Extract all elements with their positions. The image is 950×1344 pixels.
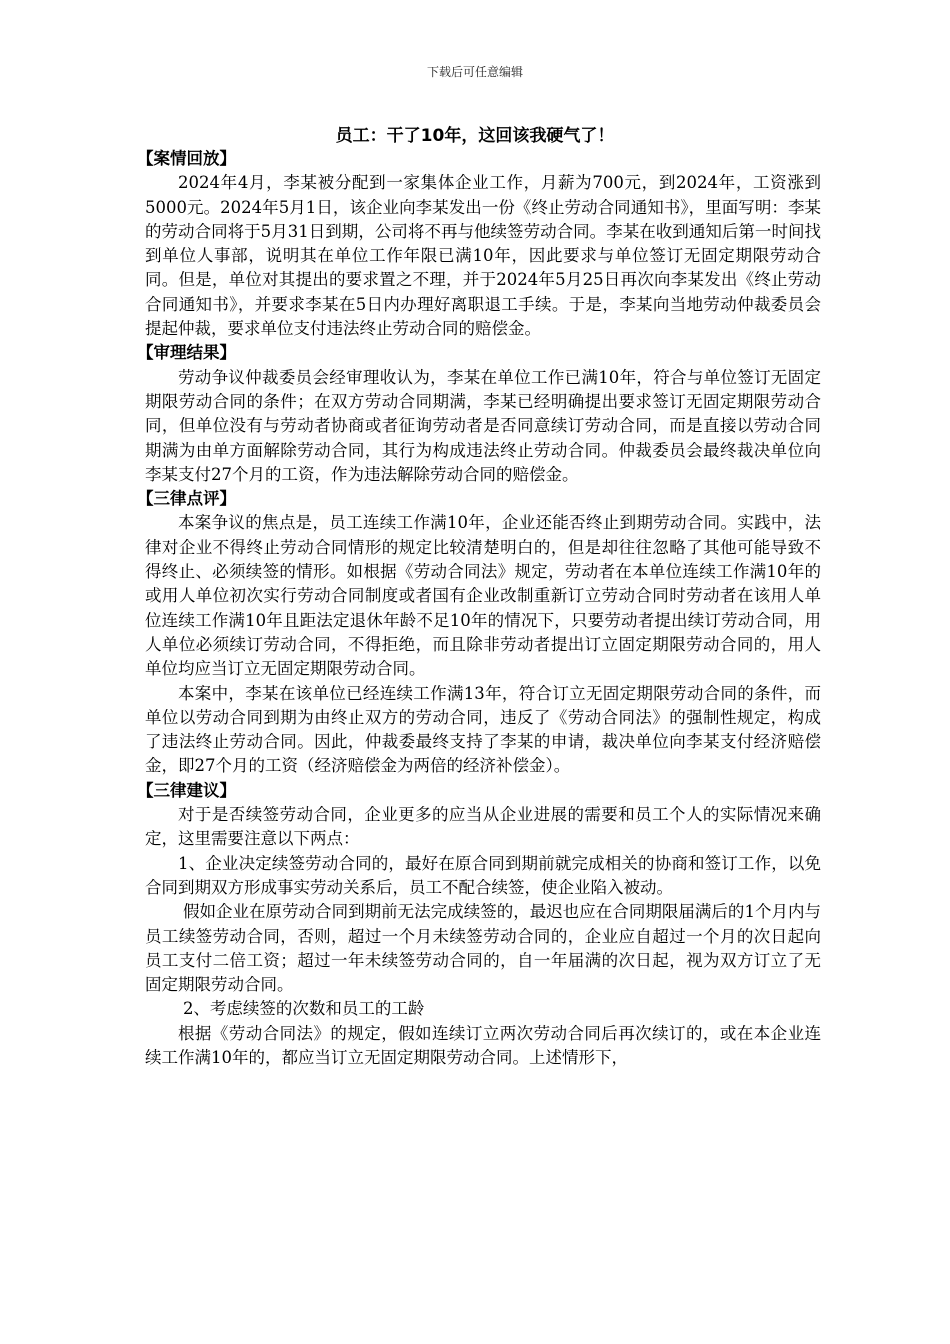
section-lawyer-comment	[137, 487, 821, 779]
section-case-review	[137, 147, 821, 341]
paragraph: 假如企业在原劳动合同到期前无法完成续签的，最迟也应在合同期限届满后的1个月内与员工续签劳动合同，否则，超过一个月未续签劳动合同的，企业应自超过一个月的次日起向员工支付二倍工资；超过一年未续签劳动合同的，自一年届满的次日起，视为双方订立了无固定期限劳动合同。	[145, 902, 821, 995]
paragraph: 2、考虑续签的次数和员工的工龄	[182, 999, 425, 1019]
section-heading: 【案情回放】	[137, 149, 236, 168]
section-heading: 【三律建议】	[137, 780, 236, 800]
paragraph: 2024年4月，李某被分配到一家集体企业工作，月薪为700元，到2024年，工资涨到5000元。2024年5月1日，该企业向李某发出一份《终止劳动合同通知书》，里面写明：李某的劳动合同将于5月31日到期，公司将不再与他续签劳动合同。李某在收到通知后第一时间找到单位人事部，说明其在单位工作年限已满10年，因此要求与单位签订无固定期限劳动合同。但是，单位对其提出的要求置之不理，并于2024年5月25日再次向李某发出《终止劳动合同通知书》，并要求李某在5日内办理好离职退工手续。于是，李某向当地劳动仲裁委员会提起仲裁，要求单位支付违法终止劳动合同的赔偿金。	[145, 173, 821, 339]
document-body	[137, 147, 821, 1070]
header-note: 下载后可任意编辑	[426, 65, 523, 79]
paragraph: 1、企业决定续签劳动合同的，最好在原合同到期前就完成相关的协商和签订工作，以免合同到期双方形成事实劳动关系后，员工不配合续签，使企业陷入被动。	[145, 853, 821, 897]
paragraph: 本案争议的焦点是，员工连续工作满10年，企业还能否终止到期劳动合同。实践中，法律对企业不得终止劳动合同情形的规定比较清楚明白的，但是却往往忽略了其他可能导致不得终止、必须续签的情形。如根据《劳动合同法》规定，劳动者在本单位连续工作满10年的或用人单位初次实行劳动合同制度或者国有企业改制重新订立劳动合同时劳动者在该用人单位连续工作满10年且距法定退休年龄不足10年的情况下，只要劳动者提出续订劳动合同，用人单位必须续订劳动合同，不得拒绝，而且除非劳动者提出订立固定期限劳动合同的，用人单位均应当订立无固定期限劳动合同。	[145, 513, 821, 679]
document-title: 员工：干了10年，这回该我硬气了！	[335, 126, 615, 146]
section-lawyer-advice	[137, 779, 821, 1071]
section-heading: 【审理结果】	[137, 343, 236, 363]
paragraph: 本案中，李某在该单位已经连续工作满13年，符合订立无固定期限劳动合同的条件，而单位以劳动合同到期为由终止双方的劳动合同，违反了《劳动合同法》的强制性规定，构成了违法终止劳动合同。因此，仲裁委最终支持了李某的申请，裁决单位向李某支付经济赔偿金，即27个月的工资（经济赔偿金为两倍的经济补偿金）。	[145, 683, 821, 776]
paragraph: 根据《劳动合同法》的规定，假如连续订立两次劳动合同后再次续订的，或在本企业连续工作满10年的，都应当订立无固定期限劳动合同。上述情形下，	[145, 1023, 821, 1067]
section-trial-result	[137, 341, 821, 487]
paragraph: 劳动争议仲裁委员会经审理收认为，李某在单位工作已满10年，符合与单位签订无固定期限劳动合同的条件；在双方劳动合同期满，李某已经明确提出要求签订无固定期限劳动合同，但单位没有与劳动者协商或者征询劳动者是否同意续订劳动合同，而是直接以劳动合同期满为由单方面解除劳动合同，其行为构成违法终止劳动合同。仲裁委员会最终裁决单位向李某支付27个月的工资，作为违法解除劳动合同的赔偿金。	[145, 367, 821, 484]
paragraph: 对于是否续签劳动合同，企业更多的应当从企业进展的需要和员工个人的实际情况来确定，这里需要注意以下两点：	[145, 805, 821, 849]
section-heading: 【三律点评】	[137, 489, 236, 509]
